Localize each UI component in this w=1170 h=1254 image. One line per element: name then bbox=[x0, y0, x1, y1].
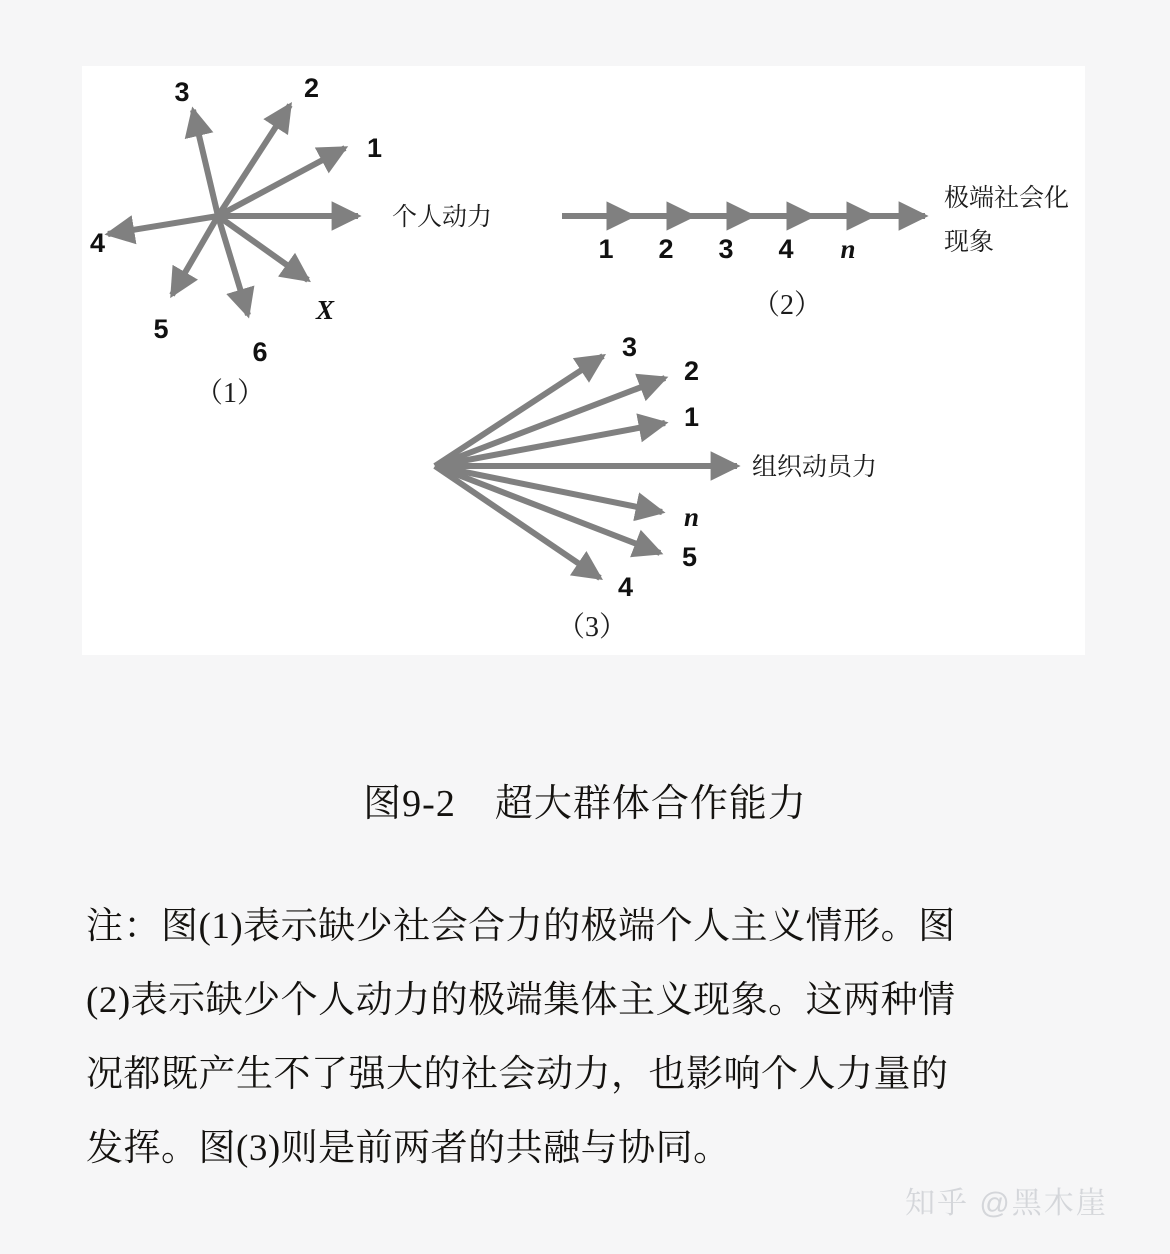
diagram-3-group bbox=[435, 332, 877, 643]
diagram-1-group bbox=[90, 73, 492, 409]
diagram2-tick-label-1: 1 bbox=[598, 234, 614, 264]
figure-panel bbox=[82, 66, 1085, 655]
note-line-2: (2)表示缺少个人动力的极端集体主义现象。这两种情 bbox=[86, 980, 956, 1021]
diagram1-arrow-3 bbox=[193, 110, 218, 216]
diagram3-label-5: 5 bbox=[682, 542, 698, 572]
diagram3-label-3: 3 bbox=[622, 332, 638, 362]
diagram3-index-label: （3） bbox=[556, 612, 628, 643]
figure-note bbox=[86, 890, 1086, 1186]
note-line-3: 况都既产生不了强大的社会动力，也影响个人力量的 bbox=[86, 1054, 949, 1095]
diagram1-arrow-4 bbox=[108, 216, 218, 234]
diagram-2-group bbox=[562, 184, 1069, 321]
diagram3-label-2: 2 bbox=[684, 356, 700, 386]
figure-caption: 图9-2 超大群体合作能力 bbox=[363, 783, 807, 825]
watermark: 知乎 @黑木崖 bbox=[905, 1187, 1108, 1220]
diagram3-label-4: 4 bbox=[618, 572, 634, 602]
note-line-1: 注：图(1)表示缺少社会合力的极端个人主义情形。图 bbox=[86, 906, 956, 947]
diagram1-index-label: （1） bbox=[194, 378, 266, 409]
diagram1-label-x: X bbox=[315, 295, 335, 325]
diagram1-label-5: 5 bbox=[153, 314, 169, 344]
diagram1-label-6: 6 bbox=[252, 337, 268, 367]
diagram1-axis-label: 个人动力 bbox=[392, 203, 493, 231]
figure-diagram-svg bbox=[82, 66, 1085, 655]
diagram1-label-2: 2 bbox=[304, 73, 320, 103]
diagram2-index-label: （2） bbox=[751, 290, 823, 321]
diagram2-axis-label-line2: 现象 bbox=[944, 228, 995, 256]
diagram3-axis-label: 组织动员力 bbox=[752, 453, 878, 481]
diagram1-label-1: 1 bbox=[367, 133, 383, 163]
diagram2-axis-label-line1: 极端社会化 bbox=[944, 184, 1070, 212]
diagram2-tick-label-3: 3 bbox=[718, 234, 734, 264]
diagram1-label-4: 4 bbox=[90, 228, 106, 258]
note-line-4: 发挥。图(3)则是前两者的共融与协同。 bbox=[86, 1128, 731, 1169]
diagram3-label-n: n bbox=[684, 502, 700, 532]
diagram2-tick-label-n: n bbox=[840, 234, 856, 264]
diagram1-label-3: 3 bbox=[174, 77, 190, 107]
diagram2-tick-label-2: 2 bbox=[658, 234, 674, 264]
diagram2-tick-label-4: 4 bbox=[778, 234, 794, 264]
diagram1-arrow-5 bbox=[172, 216, 218, 295]
diagram3-label-1: 1 bbox=[684, 402, 700, 432]
